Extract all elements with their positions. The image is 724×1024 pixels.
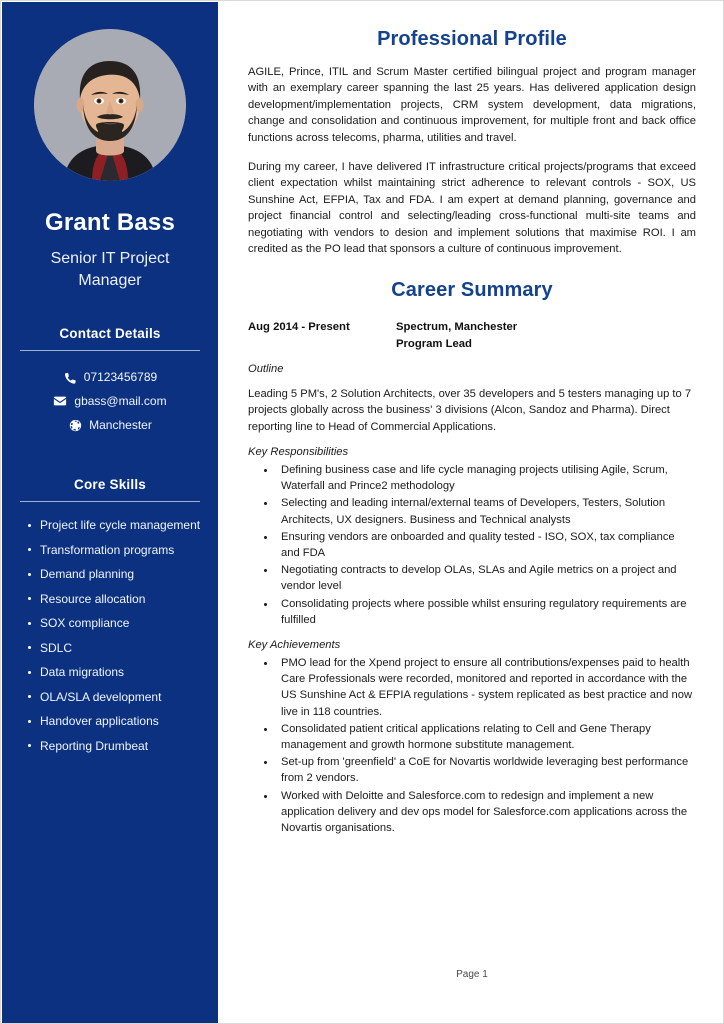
contact-list (2, 365, 218, 437)
list-item: Defining business case and life cycle managing projects utilising Agile, Scrum, Waterfall and Prince2 methodology (262, 462, 696, 494)
professional-profile-heading: Professional Profile (377, 28, 567, 50)
list-item: SDLC (28, 641, 204, 655)
list-item: Selecting and leading internal/external teams of Developers, Testers, Solution Architects, UX designers. Business and Technical analysts (262, 495, 696, 527)
key-responsibilities-label: Key Responsibilities (248, 445, 349, 458)
outline-text: Leading 5 PM's, 2 Solution Architects, over 35 developers and 5 testers managing up to 7 projects globally across the business' 3 divisions (Alcon, Sandoz and Pharma). Direct reporting line to Head of Commercial Applications. (248, 388, 692, 433)
contact-details-heading: Contact Details (59, 326, 161, 341)
avatar-wrapper (2, 2, 218, 181)
key-responsibilities-list (248, 462, 696, 628)
list-item: Set-up from 'greenfield' a CoE for Novartis worldwide leveraging best performance from 2 vendors. (262, 754, 696, 786)
job-role: Program Lead (396, 337, 472, 350)
person-job-title: Senior IT Project Manager (50, 250, 170, 289)
list-item: Reporting Drumbeat (28, 739, 204, 753)
contact-item-phone[interactable] (2, 365, 218, 389)
person-name: Grant Bass (44, 209, 176, 236)
list-item: Consolidating projects where possible whilst ensuring regulatory requirements are fulfilled (262, 596, 696, 628)
sidebar (2, 2, 218, 1024)
contact-item-email[interactable] (2, 389, 218, 413)
job-org-block (396, 319, 517, 352)
contact-item-location[interactable] (2, 413, 218, 437)
list-item: PMO lead for the Xpend project to ensure all contributions/expenses paid to health Care Professionals were recorded, monitored and reported in accordance with the US Sunshine Act & EFPIA regulations - system replicated as best practice and now live in 118 countries. (262, 655, 696, 720)
career-summary-heading: Career Summary (391, 279, 553, 302)
list-item: Ensuring vendors are onboarded and quality tested - ISO, SOX, tax compliance and FDA (262, 529, 696, 561)
key-achievements-label: Key Achievements (248, 638, 341, 651)
person-photo-icon (34, 29, 186, 181)
list-item: Project life cycle management (28, 518, 204, 532)
globe-icon (68, 418, 82, 432)
contact-location-value: Manchester (89, 418, 152, 432)
profile-paragraph-1: AGILE, Prince, ITIL and Scrum Master certified bilingual project and program manager with an exemplary career spanning the last 25 years. Has delivered application design development/implementation projects, CRM system development, data migrations, change and consolidation and continuous improvement, for multiple front and back office functions across telecoms, pharma, utilities and travel. (248, 66, 696, 144)
list-item: Worked with Deloitte and Salesforce.com to redesign and implement a new application delivery and dev ops model for Salesforce.com applications across the Novartis organisations. (262, 788, 696, 837)
contact-divider (20, 350, 200, 351)
list-item: Resource allocation (28, 592, 204, 606)
core-skills-list (2, 518, 218, 753)
list-item: Consolidated patient critical applications relating to Cell and Gene Therapy management and growth hormone substitute management. (262, 721, 696, 753)
list-item: Handover applications (28, 714, 204, 728)
job-dates: Aug 2014 - Present (248, 321, 350, 334)
envelope-icon (53, 394, 67, 408)
job-company: Spectrum, Manchester (396, 321, 518, 334)
job-header (248, 319, 696, 352)
core-skills-divider (20, 501, 200, 502)
contact-email-value: gbass@mail.com (74, 394, 167, 408)
phone-icon (63, 370, 77, 384)
list-item: Demand planning (28, 567, 204, 581)
core-skills-heading: Core Skills (74, 477, 146, 492)
core-skills-section (2, 477, 218, 753)
list-item: Data migrations (28, 665, 204, 679)
profile-paragraph-2: During my career, I have delivered IT infrastructure critical projects/programs that exceed client expectation whilst maintaining strict adherence to relevant controls - SOX, US Sunshine Act, EFPIA, Tax and FDA. I am expert at demand planning, governance and project financial control and selecting/leading cross-functional multi-site teams and negotiating with vendors to desion and implement solutions that maximise ROI. I am credited as the PO lead that sponsors a culture of continuous improvement. (248, 161, 696, 256)
list-item: SOX compliance (28, 616, 204, 630)
page-footer: Page 1 (456, 969, 488, 980)
list-item: Negotiating contracts to develop OLAs, SLAs and Agile metrics on a project and vendor level (262, 562, 696, 594)
key-achievements-list (248, 655, 696, 836)
main-content (220, 2, 724, 1024)
avatar (34, 29, 186, 181)
list-item: Transformation programs (28, 543, 204, 557)
contact-phone-value: 07123456789 (83, 370, 158, 384)
list-item: OLA/SLA development (28, 690, 204, 704)
contact-details-section (2, 326, 218, 437)
outline-label: Outline (248, 363, 284, 376)
